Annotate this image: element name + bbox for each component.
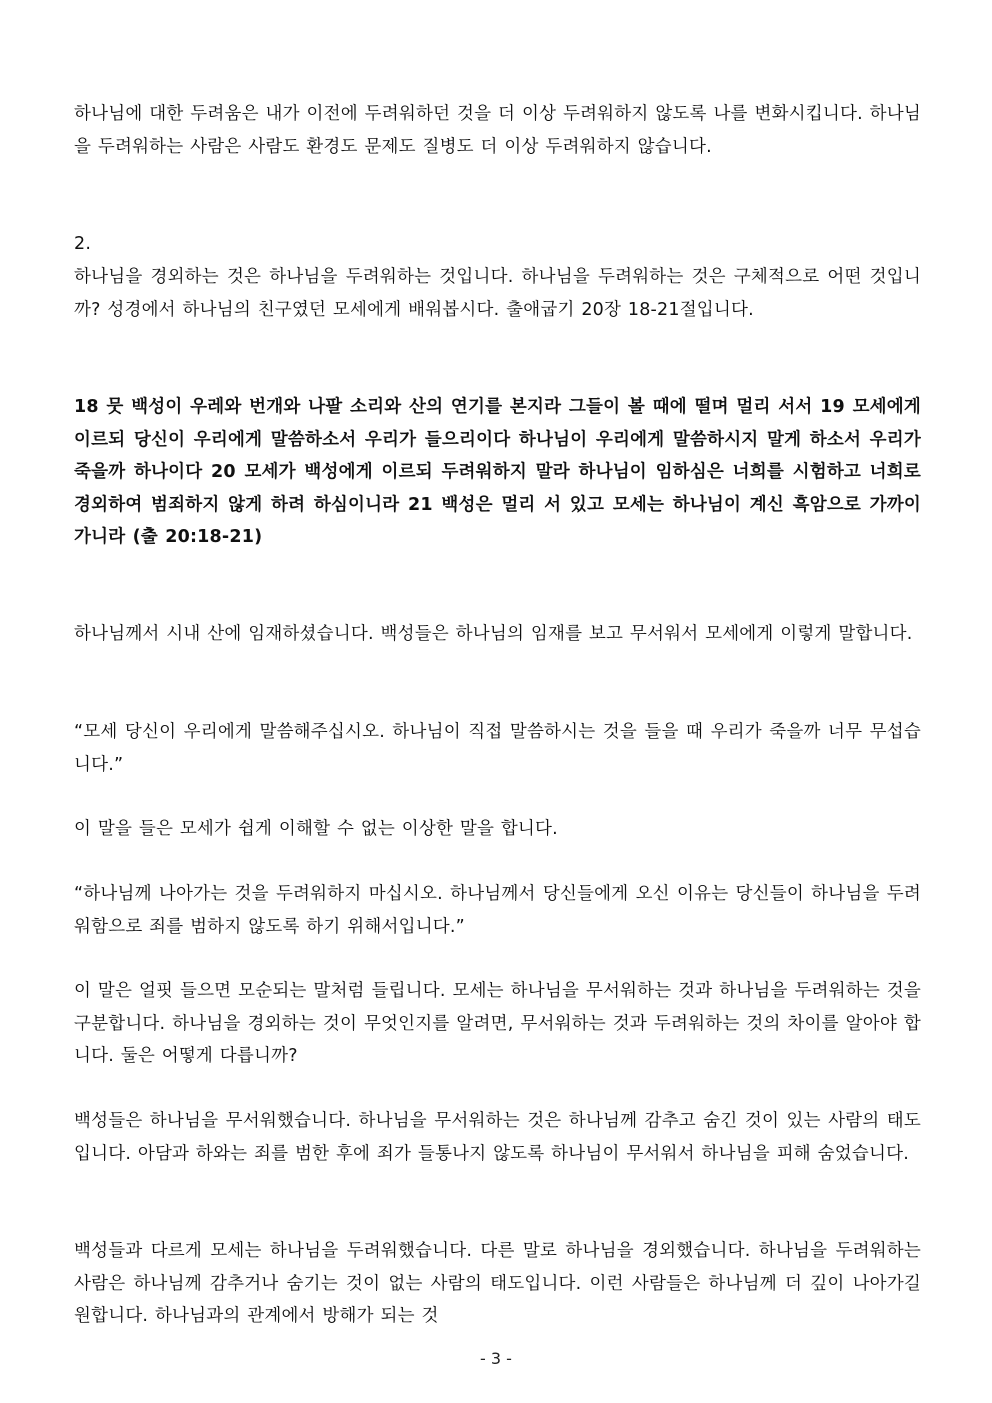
page-number: - 3 - xyxy=(480,1349,512,1368)
paragraph-moses-reply-intro: 이 말을 들은 모세가 쉽게 이해할 수 없는 이상한 말을 합니다. xyxy=(74,819,558,839)
paragraph-people-quote: “모세 당신이 우리에게 말씀해주십시오. 하나님이 직접 말씀하시는 것을 들을 때 우리가 죽을까 너무 무섭습니다.” xyxy=(74,722,921,775)
scripture-quote-exodus: 18 뭇 백성이 우레와 번개와 나팔 소리와 산의 연기를 본지라 그들이 볼 때에 떨며 멀리 서서 19 모세에게 이르되 당신이 우리에게 말씀하소서 우리가 들으리이다 하나님이 우리에게 말씀하시지 말게 하소서 우리가 죽을까 하나이다 20 모세가 백성에게 이르되 두려워하지 말라 하나님이 임하심은 너희를 시험하고 너희로 경외하여 범죄하지 않게 하려 하심이니라 21 백성은 멀리 서 있고 모세는 하나님이 계신 흑암으로 가까이 가니라 (출 20:18-21) xyxy=(74,397,921,547)
paragraph-contradiction: 이 말은 얼핏 들으면 모순되는 말처럼 들립니다. 모세는 하나님을 무서워하는 것과 하나님을 두려워하는 것을 구분합니다. 하나님을 경외하는 것이 무엇인지를 알려면, 무서워하는 것과 두려워하는 것의 차이를 알아야 합니다. 둘은 어떻게 다릅니까? xyxy=(74,981,921,1066)
paragraph-reverence-intro: 하나님을 경외하는 것은 하나님을 두려워하는 것입니다. 하나님을 두려워하는 것은 구체적으로 어떤 것입니까? 성경에서 하나님의 친구였던 모세에게 배워봅시다. 출애굽기 20장 18-21절입니다. xyxy=(74,267,921,320)
paragraph-fear-transforms: 하나님에 대한 두려움은 내가 이전에 두려워하던 것을 더 이상 두려워하지 않도록 나를 변화시킵니다. 하나님을 두려워하는 사람은 사람도 환경도 문제도 질병도 더 이상 두려워하지 않습니다. xyxy=(74,104,921,157)
paragraph-moses-feared: 백성들과 다르게 모세는 하나님을 두려워했습니다. 다른 말로 하나님을 경외했습니다. 하나님을 두려워하는 사람은 하나님께 감추거나 숨기는 것이 없는 사람의 태도입니다. 이런 사람들은 하나님께 더 깊이 나아가길 원합니다. 하나님과의 관계에서 방해가 되는 것 xyxy=(74,1241,921,1326)
paragraph-moses-quote: “하나님께 나아가는 것을 두려워하지 마십시오. 하나님께서 당신들에게 오신 이유는 당신들이 하나님을 두려워함으로 죄를 범하지 않도록 하기 위해서입니다.” xyxy=(74,884,921,937)
section-number: 2. xyxy=(74,234,92,254)
paragraph-people-afraid: 백성들은 하나님을 무서워했습니다. 하나님을 무서워하는 것은 하나님께 감추고 숨긴 것이 있는 사람의 태도입니다. 아담과 하와는 죄를 범한 후에 죄가 들통나지 않도록 하나님이 무서워서 하나님을 피해 숨었습니다. xyxy=(74,1111,921,1164)
paragraph-sinai-presence: 하나님께서 시내 산에 임재하셨습니다. 백성들은 하나님의 임재를 보고 무서워서 모세에게 이렇게 말합니다. xyxy=(74,624,913,644)
